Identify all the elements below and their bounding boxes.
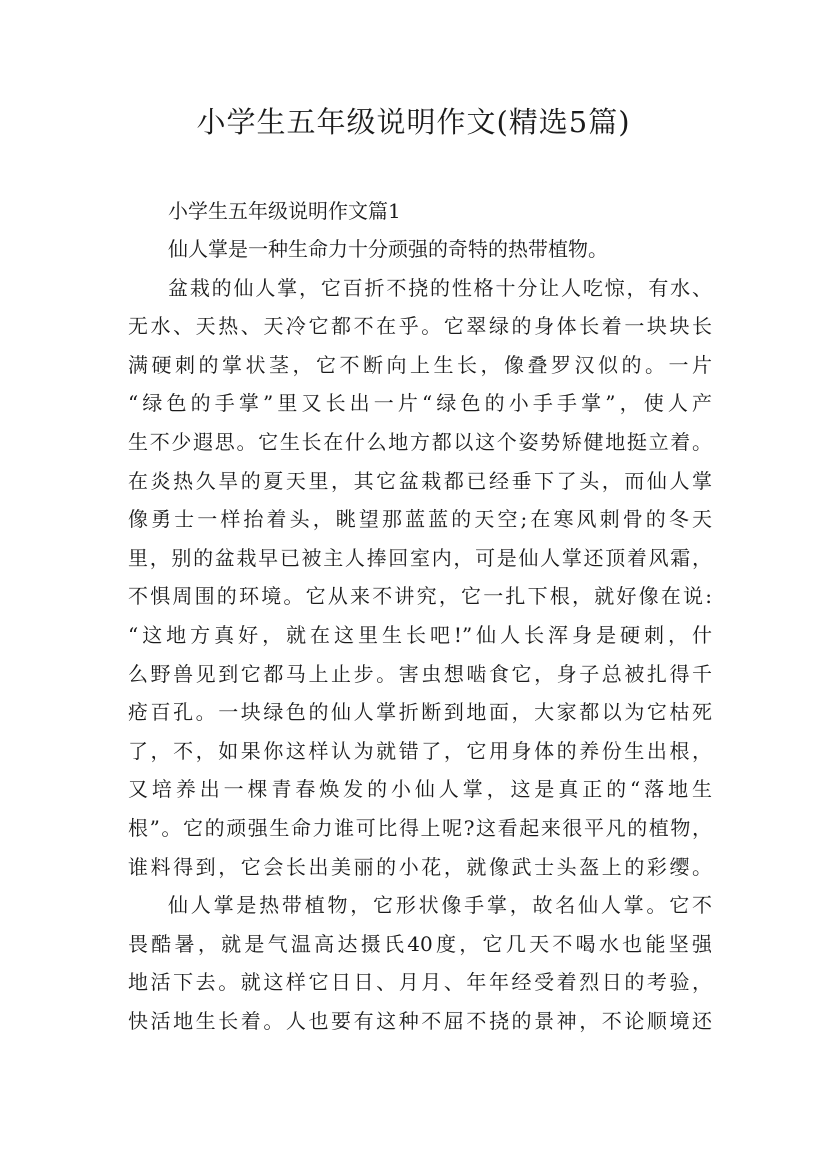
paragraph-line: 地活下去。就这样它日日、月月、年年经受着烈日的考验，	[128, 970, 712, 995]
paragraph-line: 根”。它的顽强生命力谁可比得上呢?这看起来很平凡的植物，	[128, 815, 712, 840]
document-body	[128, 192, 712, 1040]
paragraph-line: 在炎热久旱的夏天里，其它盆栽都已经垂下了头，而仙人掌	[128, 468, 712, 493]
page-title: 小学生五年级说明作文(精选5篇)	[196, 105, 631, 139]
paragraph-line: 盆栽的仙人掌，它百折不挠的性格十分让人吃惊，有水、	[168, 275, 712, 300]
paragraph-line: 又培养出一棵青春焕发的小仙人掌，这是真正的“落地生	[128, 777, 712, 802]
paragraph-line: “这地方真好，就在这里生长吧!”仙人长浑身是硬刺，什	[128, 622, 712, 647]
paragraph-line: “绿色的手掌”里又长出一片“绿色的小手手掌”，使人产	[128, 391, 712, 416]
paragraph-line: 仙人掌是一种生命力十分顽强的奇特的热带植物。	[168, 237, 608, 261]
paragraph-line: 仙人掌是热带植物，它形状像手掌，故名仙人掌。它不	[168, 893, 712, 918]
paragraph-line: 生不少遐思。它生长在什么地方都以这个姿势矫健地挺立着。	[128, 429, 712, 454]
section-heading: 小学生五年级说明作文篇1	[168, 199, 401, 223]
paragraph-line: 快活地生长着。人也要有这种不屈不挠的景神，不论顺境还	[128, 1008, 712, 1033]
paragraph-line: 疮百孔。一块绿色的仙人掌折断到地面，大家都以为它枯死	[128, 700, 712, 725]
paragraph-line: 么野兽见到它都马上止步。害虫想啮食它，身子总被扎得千	[128, 661, 712, 686]
paragraph-line: 满硬刺的掌状茎，它不断向上生长，像叠罗汉似的。一片	[128, 352, 712, 377]
paragraph-line: 里，别的盆栽早已被主人捧回室内，可是仙人掌还顶着风霜，	[128, 545, 712, 570]
paragraph-line: 了，不，如果你这样认为就错了，它用身体的养份生出根，	[128, 738, 712, 763]
paragraph-line: 无水、天热、天冷它都不在乎。它翠绿的身体长着一块块长	[128, 314, 712, 339]
paragraph-line: 谁料得到，它会长出美丽的小花，就像武士头盔上的彩缨。	[128, 854, 712, 879]
paragraph-line: 不惧周围的环境。它从来不讲究，它一扎下根，就好像在说:	[128, 584, 712, 609]
paragraph-line: 畏酷暑，就是气温高达摄氏40度，它几天不喝水也能坚强	[128, 931, 712, 956]
paragraph-line: 像勇士一样抬着头，眺望那蓝蓝的天空;在寒风刺骨的冬天	[128, 507, 712, 532]
